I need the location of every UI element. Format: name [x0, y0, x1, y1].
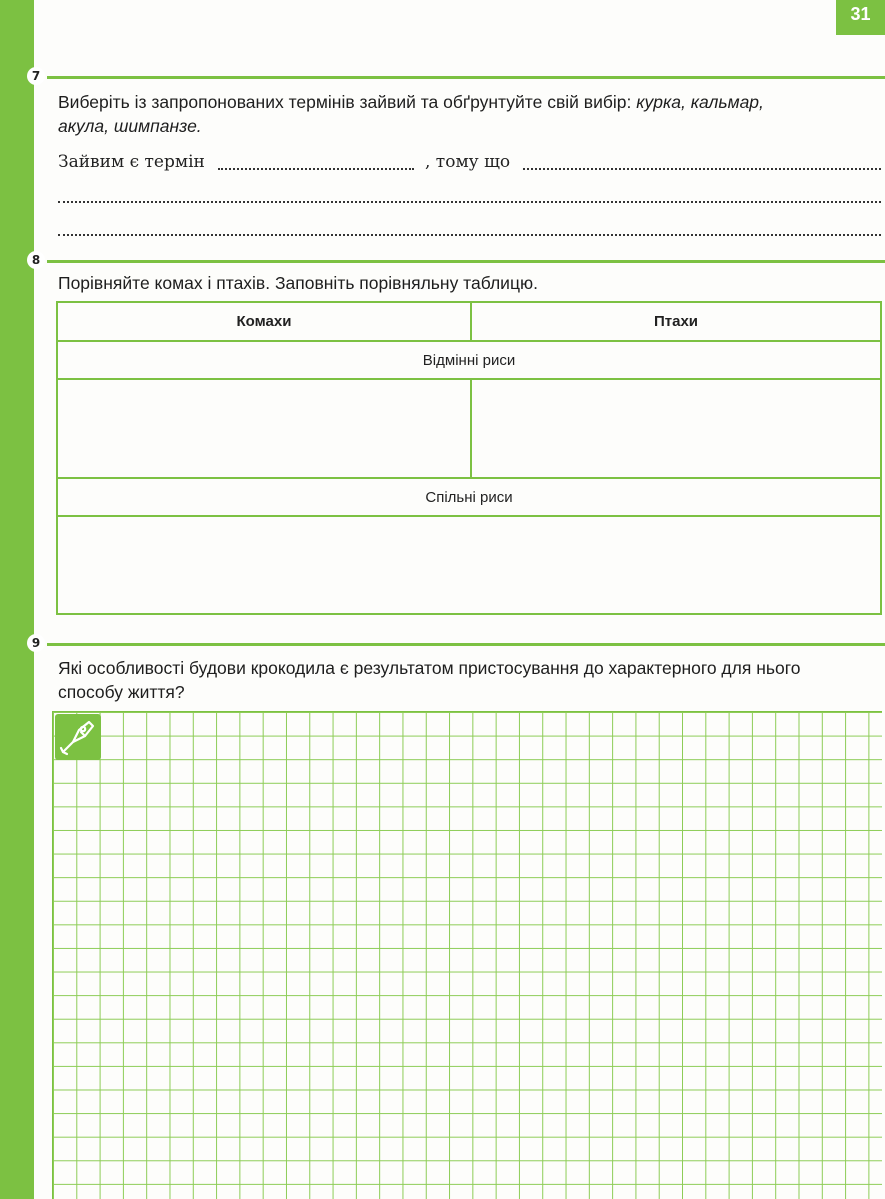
task-8-divider [47, 260, 885, 263]
task-9-question-line-1: Які особливості будови крокодила є результатом пристосування до характерного для нього [58, 658, 801, 678]
task-7-question [58, 90, 858, 138]
pen-nib-icon [55, 714, 101, 760]
task-7-divider [47, 76, 885, 79]
comparison-table [56, 301, 882, 615]
task-7-terms-second-line: акула, шимпанзе. [58, 116, 202, 136]
table-differences-label: Відмінні риси [422, 352, 516, 369]
task-9-divider [47, 643, 885, 646]
answer-blank-line-3[interactable] [58, 234, 881, 236]
differences-insects-cell[interactable] [58, 380, 470, 478]
page-number: 31 [836, 0, 885, 35]
table-similarities-label: Спільні риси [425, 489, 513, 506]
task-9-question [58, 656, 878, 704]
task-number-8: 8 [27, 251, 45, 269]
answer-middle: , тому що [425, 152, 511, 172]
task-8-question: Порівняйте комах і птахів. Заповніть порівняльну таблицю. [58, 273, 538, 293]
green-sidebar-strip [0, 0, 34, 1199]
task-number-7: 7 [27, 67, 45, 85]
table-header-divider [470, 303, 472, 341]
similarities-cell[interactable] [58, 517, 880, 613]
table-header-insects: Комахи [236, 313, 292, 330]
answer-prefix: Зайвим є термін [58, 152, 205, 172]
task-number-9: 9 [27, 634, 45, 652]
differences-birds-cell[interactable] [472, 380, 880, 478]
answer-blank-reason[interactable] [523, 168, 881, 170]
task-7-terms-first-line: курка, кальмар, [636, 92, 764, 112]
pen-nib-icon-graphic [55, 714, 101, 760]
answer-grid[interactable] [52, 711, 882, 1199]
table-column-divider [470, 379, 472, 478]
table-header-birds: Птахи [653, 313, 699, 330]
task-7-question-text: Виберіть із запропонованих термінів зайвий та обґрунтуйте свій вибір: [58, 92, 632, 112]
task-9-question-line-2: способу життя? [58, 682, 185, 702]
answer-blank-line-2[interactable] [58, 201, 881, 203]
answer-blank-term[interactable] [218, 168, 414, 170]
